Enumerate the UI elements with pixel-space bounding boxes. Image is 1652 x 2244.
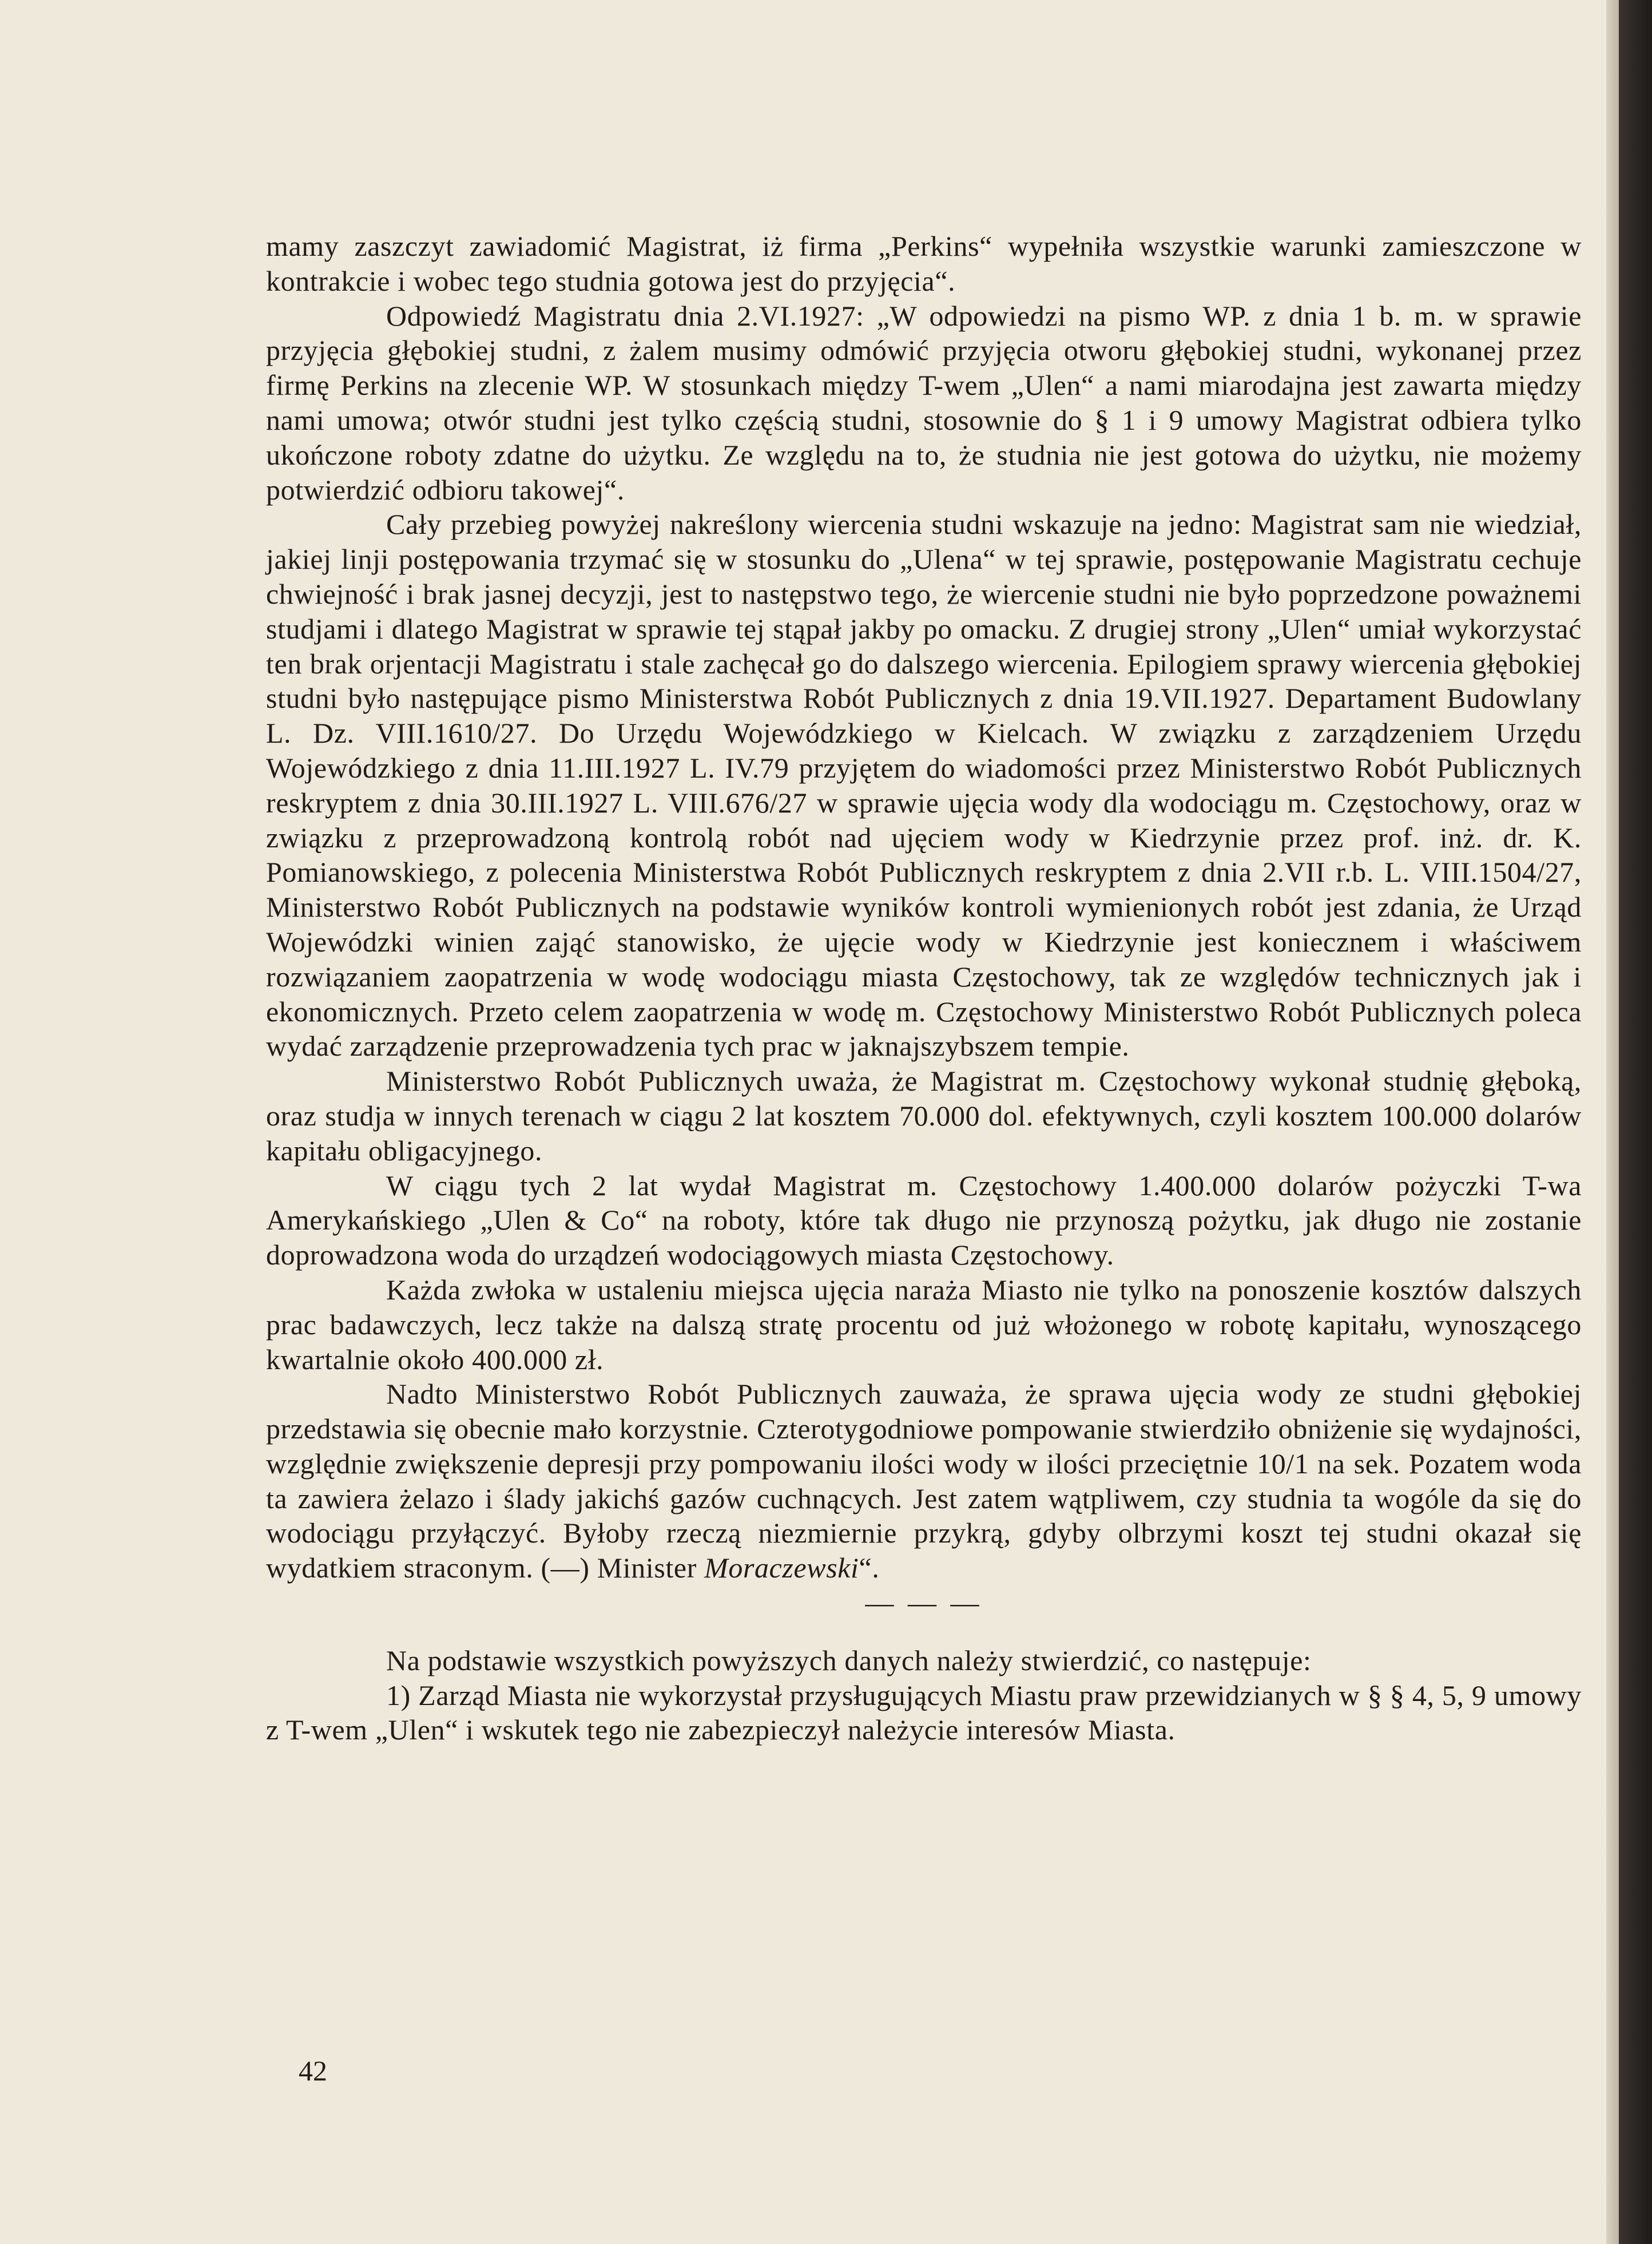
signature-end: “.: [859, 1552, 880, 1584]
paragraph-magistrat-reply: Odpowiedź Magistratu dnia 2.VI.1927: „W odpowiedzi na pismo WP. z dnia 1 b. m. w sprawie przyjęcia głębokiej studni, z żalem musimy odmówić przyjęcia otworu głębokiej studni, wykonanej przez firmę Perkins na zlecenie WP. W stosunkach między T-wem „Ulen“ a nami miarodajna jest zawarta między nami umowa; otwór studni jest tylko częścią studni, stosownie do § 1 i 9 umowy Magistrat odbiera tylko ukończone roboty zdatne do użytku. Ze względu na to, że studnia nie jest gotowa do użytku, nie możemy potwierdzić odbioru takowej“.: [266, 299, 1582, 506]
paragraph-ministry-view: Ministerstwo Robót Publicznych uważa, że Magistrat m. Częstochowy wykonał studnię głęboką, oraz studja w innych terenach w ciągu 2 lat kosztem 70.000 dol. efektywnych, czyli kosztem 100.000 dolarów kapitału obligacyjnego.: [266, 1065, 1582, 1167]
paragraph-delay-costs: Każda zwłoka w ustaleniu miejsca ujęcia naraża Miasto nie tylko na ponoszenie kosztów dalszych prac badawczych, lecz także na dalszą stratę procentu od już włożonego w robotę kapitału, wynoszącego kwartalnie około 400.000 zł.: [266, 1273, 1582, 1375]
page-number: 42: [299, 2055, 327, 2087]
paragraph-well-assessment: [266, 1377, 1582, 1585]
conclusion-point-1: 1) Zarząd Miasta nie wykorzystał przysługujących Miastu praw przewidzianych w § § 4, 5, 9 umowy z T-wem „Ulen“ i wskutek tego nie zabezpieczył należycie interesów Miasta.: [266, 1679, 1582, 1746]
conclusion-intro: Na podstawie wszystkich powyższych danych należy stwierdzić, co następuje:: [386, 1644, 1312, 1676]
paragraph-continuation: mamy zaszczyt zawiadomić Magistrat, iż firma „Perkins“ wypełniła wszystkie warunki zamieszczone w kontrakcie i wobec tego studnia gotowa jest do przyjęcia“.: [266, 230, 1582, 297]
page-gutter-shadow: [1606, 0, 1619, 2244]
facing-page-edge: [1619, 0, 1652, 2244]
paragraph-drilling-history: Cały przebieg powyżej nakreślony wiercenia studni wskazuje na jedno: Magistrat sam nie wiedział, jakiej linji postępowania trzymać się w stosunku do „Ulena“ w tej sprawie, postępowanie Magistratu cechuje chwiejność i brak jasnej decyzji, jest to następstwo tego, że wiercenie studni nie było poprzedzone poważnemi studjami i dlatego Magistrat w sprawie tej stąpał jakby po omacku. Z drugiej strony „Ulen“ umiał wykorzystać ten brak orjentacji Magistratu i stale zachęcał go do dalszego wiercenia. Epilogiem sprawy wiercenia głębokiej studni było następujące pismo Ministerstwa Robót Publicznych z dnia 19.VII.1927. Departament Budowlany L. Dz. VIII.1610/27. Do Urzędu Wojewódzkiego w Kielcach. W związku z zarządzeniem Urzędu Wojewódzkiego z dnia 11.III.1927 L. IV.79 przyjętem do wiadomości przez Ministerstwo Robót Publicznych reskryptem z dnia 30.III.1927 L. VIII.676/27 w sprawie ujęcia wody dla wodociągu m. Częstochowy, oraz w związku z przeprowadzoną kontrolą robót nad ujęciem wody w Kiedrzynie przez prof. inż. dr. K. Pomianowskiego, z polecenia Ministerstwa Robót Publicznych reskryptem z dnia 2.VII r.b. L. VIII.1504/27, Ministerstwo Robót Publicznych na podstawie wyników kontroli wymienionych robót jest zdania, że Urząd Wojewódzki winien zająć stanowisko, że ujęcie wody w Kiedrzynie jest koniecznem i właściwem rozwiązaniem zaopatrzenia w wodę wodociągu miasta Częstochowy, tak ze względów technicznych jak i ekonomicznych. Przeto celem zaopatrzenia w wodę m. Częstochowy Ministerstwo Robót Publicznych poleca wydać zarządzenie przeprowadzenia tych prac w jaknajszybszem tempie.: [266, 508, 1582, 1062]
section-separator: — — —: [865, 1587, 983, 1619]
paragraph-loan-spending: W ciągu tych 2 lat wydał Magistrat m. Częstochowy 1.400.000 dolarów pożyczki T-wa Amerykańskiego „Ulen & Co“ na roboty, które tak długo nie przynoszą pożytku, jak długo nie zostanie doprowadzona woda do urządzeń wodociągowych miasta Częstochowy.: [266, 1169, 1582, 1271]
body-text: [266, 229, 1582, 1747]
well-assessment-text: Nadto Ministerstwo Robót Publicznych zauważa, że sprawa ujęcia wody ze studni głębokiej przedstawia się obecnie mało korzystnie. Czterotygodniowe pompowanie stwierdziło obniżenie się wydajności, względnie zwiększenie depresji przy pompowaniu ilości wody w ilości przeciętnie 10/1 na sek. Pozatem woda ta zawiera żelazo i ślady jakichś gazów cuchnących. Jest zatem wątpliwem, czy studnia ta wogóle da się do wodociągu przyłączyć. Byłoby rzeczą niezmiernie przykrą, gdyby olbrzymi koszt tej studni okazał się wydatkiem straconym. (—) Minister: [266, 1378, 1582, 1584]
signature-name: Moraczewski: [704, 1552, 859, 1584]
